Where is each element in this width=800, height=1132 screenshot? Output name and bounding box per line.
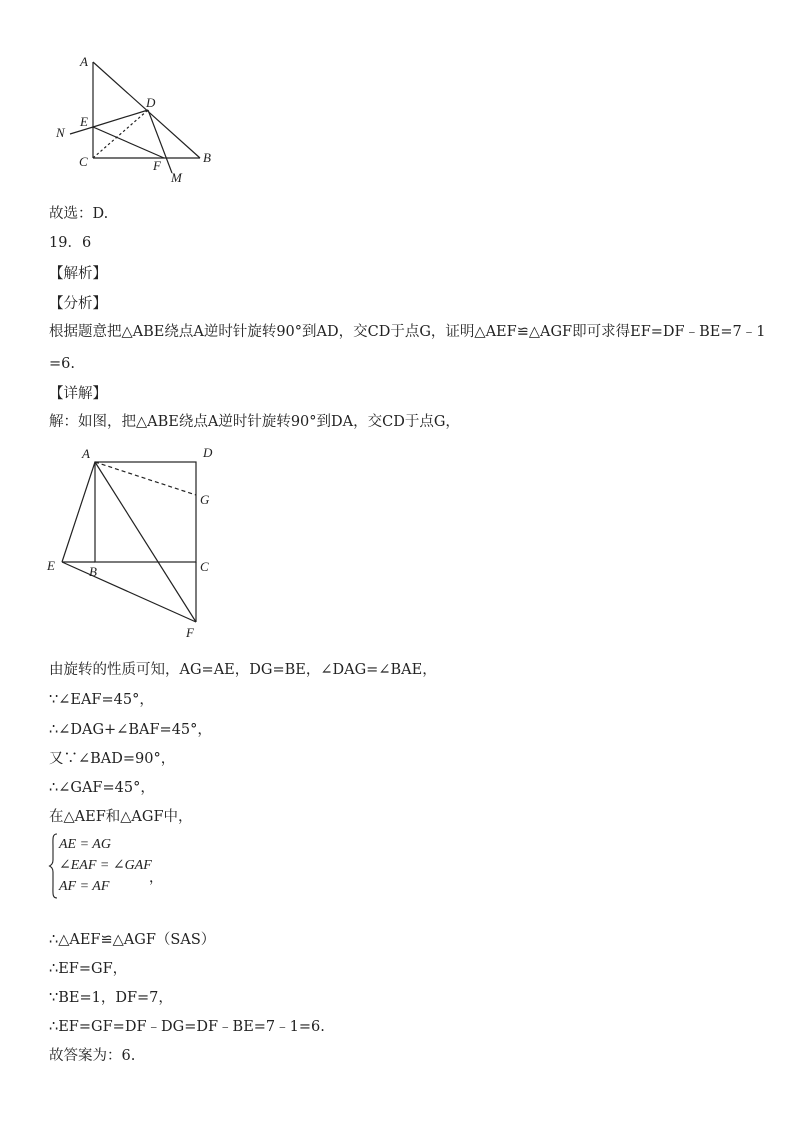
section-xiangjie: 【详解】: [49, 386, 107, 402]
segment-EF: [62, 562, 196, 622]
conclusion-1: ∴△AEF≌△AGF（SAS）: [49, 932, 216, 948]
section-fenxi: 【分析】: [49, 296, 107, 312]
step-4: 又∵∠BAD=90°，: [49, 751, 176, 767]
left-brace-icon: [49, 833, 59, 899]
label-M: M: [171, 170, 182, 185]
label-A2: A: [82, 446, 90, 461]
equation-3: AF = AF: [59, 879, 110, 894]
section-jiexi: 【解析】: [49, 266, 107, 282]
analysis-line-2: =6.: [49, 356, 75, 372]
step-3: ∴∠DAG+∠BAF=45°，: [49, 722, 212, 738]
segment-AE: [62, 462, 95, 562]
conclusion-4: ∴EF=GF=DF﹣DG=DF﹣BE=7﹣1=6.: [49, 1019, 325, 1035]
segment-ED: [93, 110, 148, 127]
solution-intro: 解：如图，把△ABE绕点A逆时针旋转90°到DA，交CD于点G，: [49, 414, 460, 430]
equation-trailing-comma: ，: [149, 871, 163, 886]
label-A: A: [80, 54, 88, 69]
equation-2: ∠EAF = ∠GAF: [59, 858, 152, 873]
step-5: ∴∠GAF=45°，: [49, 780, 155, 796]
label-E2: E: [47, 558, 55, 573]
label-B: B: [203, 150, 211, 165]
figure-2-diagram: [0, 440, 260, 650]
equation-system: [49, 833, 189, 899]
prev-answer: 故选：D.: [49, 206, 109, 222]
segment-AG-dashed: [95, 462, 196, 495]
step-6: 在△AEF和△AGF中，: [49, 809, 193, 825]
problem-number: 19．6: [49, 235, 92, 251]
conclusion-2: ∴EF=GF，: [49, 961, 128, 977]
step-2: ∵∠EAF=45°，: [49, 692, 154, 708]
label-E: E: [80, 114, 88, 129]
final-answer: 故答案为：6.: [49, 1048, 136, 1064]
analysis-line-1: 根据题意把△ABE绕点A逆时针旋转90°到AD，交CD于点G，证明△AEF≌△AGF即可求得EF=DF﹣BE=7﹣1: [49, 324, 766, 340]
label-D2: D: [203, 445, 213, 460]
label-F: F: [153, 158, 161, 173]
label-F2: F: [186, 625, 194, 640]
figure-1-diagram: [0, 0, 260, 200]
square-ABCD: [95, 462, 196, 562]
segment-EF: [93, 127, 164, 158]
label-C: C: [79, 154, 88, 169]
label-C2: C: [200, 559, 209, 574]
label-N: N: [56, 125, 65, 140]
conclusion-3: ∵BE=1，DF=7，: [49, 990, 173, 1006]
segment-AF: [95, 462, 196, 622]
label-D: D: [146, 95, 156, 110]
equation-1: AE = AG: [59, 837, 111, 852]
step-1: 由旋转的性质可知，AG=AE，DG=BE，∠DAG=∠BAE，: [49, 662, 437, 678]
label-G2: G: [200, 492, 210, 507]
segment-CD-dashed: [93, 110, 148, 158]
label-B2: B: [89, 564, 97, 579]
